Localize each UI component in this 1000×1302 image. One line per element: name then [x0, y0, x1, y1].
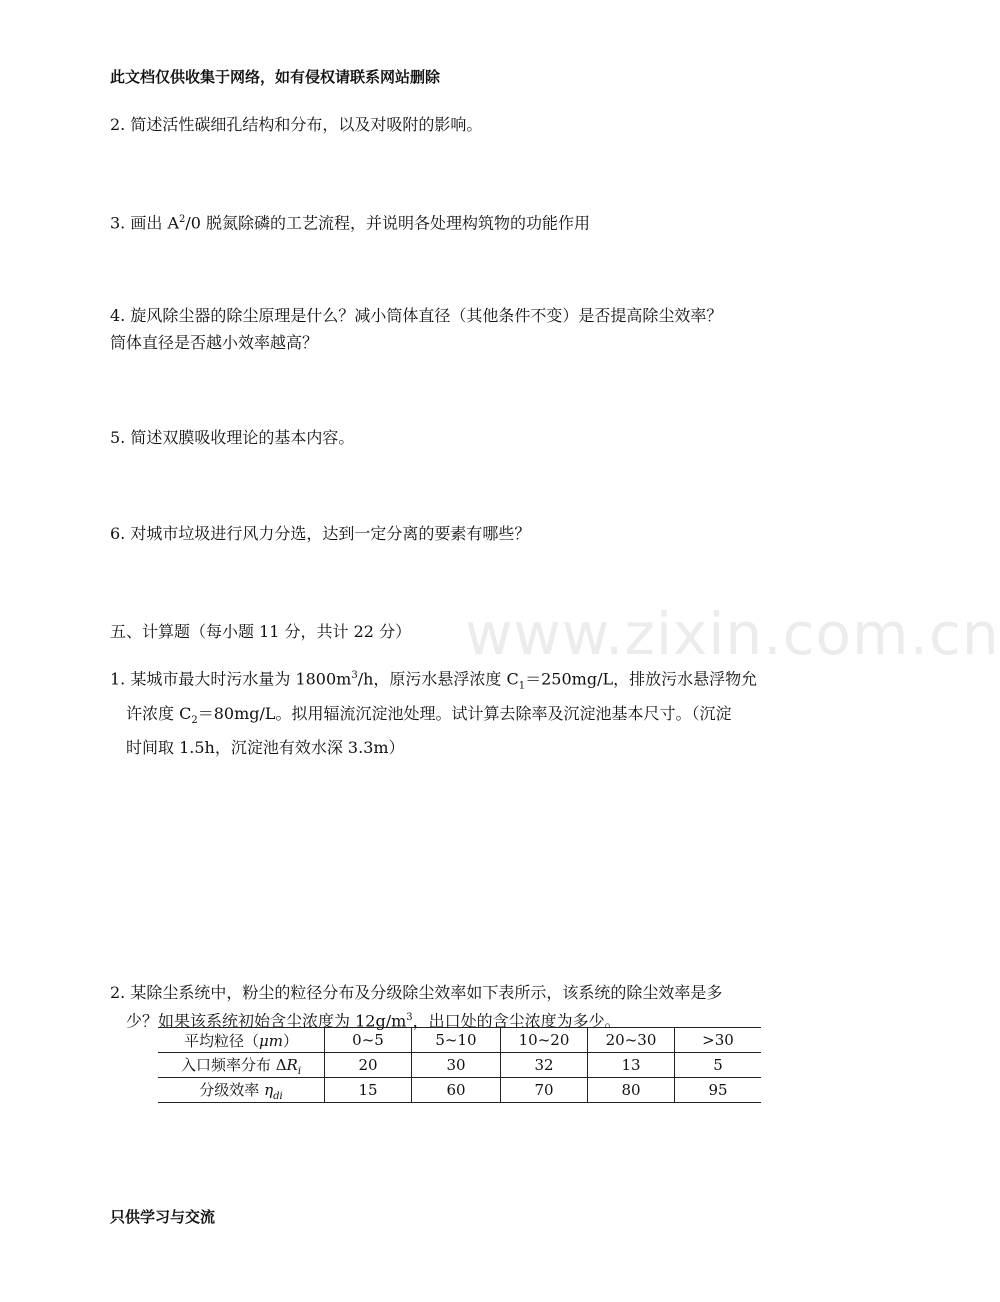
calc-1-line-3: 时间取 1.5h，沉淀池有效水深 3.3m） [126, 737, 405, 757]
question-3-text-b: /0 脱氮除磷的工艺流程，并说明各处理构筑物的功能作用 [185, 213, 591, 233]
watermark: www.zixin.com.cn [465, 600, 1000, 668]
table-cell: 60 [412, 1078, 501, 1103]
calc-1-subscript-2: 2 [191, 714, 198, 726]
question-4 [110, 302, 722, 356]
table-cell: 95 [675, 1078, 762, 1103]
label-text: 分级效率 [199, 1080, 265, 1099]
calc-2-text-b: ，出口处的含尘浓度为多少。 [412, 1011, 621, 1031]
table-cell: 80 [588, 1078, 675, 1103]
table-cell: 5 [675, 1053, 762, 1078]
unit-micron: μm [259, 1031, 283, 1050]
header-note: 此文档仅供收集于网络，如有侵权请联系网站删除 [110, 68, 441, 86]
table-cell: 13 [588, 1053, 675, 1078]
question-4-line-2: 筒体直径是否越小效率越高？ [110, 333, 319, 352]
calc-1-line-1 [110, 662, 820, 700]
question-3 [110, 206, 590, 236]
subscript-i: i [297, 1065, 302, 1077]
table-cell: 20 [325, 1053, 412, 1078]
calc-1-line-2-text-b: ＝80mg/L。拟用辐流沉淀池处理。试计算去除率及沉淀池基本尺寸。（沉淀 [197, 703, 732, 723]
calc-1-text-b: /h，原污水悬浮浓度 C [357, 669, 519, 689]
calc-question-1 [110, 662, 820, 761]
row-label-particle-size [158, 1028, 325, 1053]
table-cell: 70 [501, 1078, 588, 1103]
table-cell: 5~10 [412, 1028, 501, 1053]
particle-distribution-table [158, 1027, 761, 1103]
calc-1-text-c: ＝250mg/L，排放污水悬浮物允 [525, 669, 758, 689]
calc-1-subscript-1: 1 [518, 680, 526, 692]
table-cell: 0~5 [325, 1028, 412, 1053]
table-row-frequency [158, 1053, 761, 1078]
table-cell: >30 [675, 1028, 762, 1053]
row-label-frequency [158, 1053, 325, 1078]
question-5: 5. 简述双膜吸收理论的基本内容。 [110, 428, 355, 447]
table-row-particle-size [158, 1028, 761, 1053]
calc-2-line-1: 2. 某除尘系统中，粉尘的粒径分布及分级除尘效率如下表所示，该系统的除尘效率是多 [110, 983, 723, 1002]
table-cell: 30 [412, 1053, 501, 1078]
calc-question-2 [110, 980, 820, 1033]
calc-1-superscript: 3 [351, 670, 358, 681]
table-cell: 10~20 [501, 1028, 588, 1053]
footer-note: 只供学习与交流 [110, 1208, 216, 1226]
variable-r: R [286, 1055, 298, 1074]
label-text: 平均粒径（ [183, 1031, 259, 1050]
section-five-title: 五、计算题（每小题 11 分，共计 22 分） [110, 622, 412, 641]
calc-1-line-2 [110, 700, 820, 734]
question-4-line-1: 4. 旋风除尘器的除尘原理是什么？减小筒体直径（其他条件不变）是否提高除尘效率？ [110, 306, 723, 325]
question-2: 2. 简述活性碳细孔结构和分布，以及对吸附的影响。 [110, 115, 483, 134]
calc-2-superscript: 3 [406, 1012, 413, 1023]
variable-eta: η [264, 1080, 274, 1099]
label-text: 入口频率分布 Δ [180, 1055, 287, 1074]
calc-1-text-a: 1. 某城市最大时污水量为 1800m [110, 669, 352, 689]
label-text-end: ） [282, 1031, 298, 1050]
question-3-superscript: 2 [179, 214, 186, 225]
subscript-di: di [273, 1090, 283, 1102]
table-cell: 15 [325, 1078, 412, 1103]
table-row-efficiency [158, 1078, 761, 1103]
table-cell: 20~30 [588, 1028, 675, 1053]
row-label-efficiency [158, 1078, 325, 1103]
calc-2-text-a: 少？如果该系统初始含尘浓度为 12g/m [126, 1011, 407, 1031]
question-6: 6. 对城市垃圾进行风力分选，达到一定分离的要素有哪些？ [110, 524, 531, 543]
calc-1-line-2-text-a: 许浓度 C [126, 703, 192, 723]
table-cell: 32 [501, 1053, 588, 1078]
question-3-text-a: 3. 画出 A [110, 213, 179, 233]
